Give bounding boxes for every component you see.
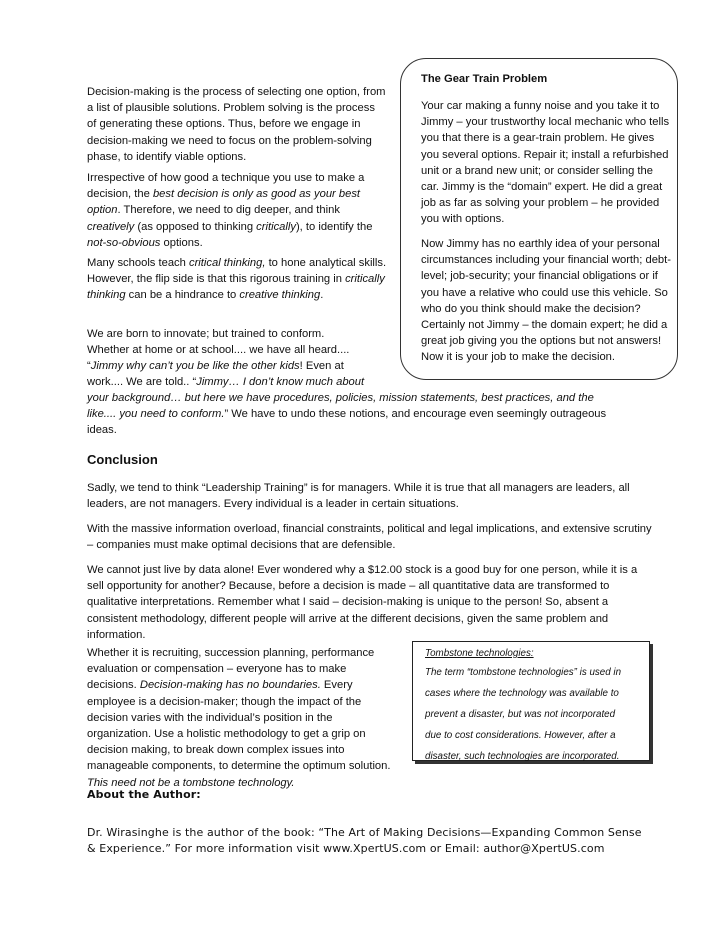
emphasis: creative thinking (239, 289, 321, 302)
text-run: (as opposed to thinking (134, 220, 257, 233)
text-run: Whether it is recruiting, succession planning, performance evaluation or compensation – everyone has to make decisions. (87, 647, 375, 692)
emphasis: This need not be a tombstone technology. (87, 776, 295, 789)
emphasis: critical thinking, (188, 257, 266, 269)
text-run: . Therefore, we need to dig deeper, and think (117, 204, 340, 217)
callout-line: cases where the technology was available to (425, 688, 619, 699)
callout-line: disaster, such technologies are incorporated. (425, 751, 620, 762)
emphasis: Jimmy… I don’t know much about (196, 376, 365, 388)
section-heading: Conclusion (87, 452, 158, 467)
text-run: “ (87, 360, 91, 372)
text-run: ! Even at (299, 360, 344, 372)
conclusion-paragraph-2: With the massive information overload, financial constraints, political and legal implications, and extensive scrutiny – companies must make optimal decisions that are defensible. (87, 523, 652, 552)
emphasis: like.... you need to conform. (87, 408, 225, 420)
conclusion-paragraph-3: We cannot just live by data alone! Ever wondered why a $12.00 stock is a good buy for one person, while it is a sell opportunity for another? Because, before a decision is made – all quantitative data are transformed to qualitative interpretations. Remember what I said – decision-making is unique to the person! So, absent a consistent methodology, different people will arrive at the different decisions, given the same problem and information. (87, 564, 638, 641)
innovate-line-3 (87, 358, 344, 374)
author-line-1: Dr. Wirasinghe is the author of the book: “The Art of Making Decisions—Expanding Common Sense (87, 826, 642, 839)
gear-train-callout (400, 58, 678, 380)
innovate-line-7: ideas. (87, 424, 117, 436)
text-run: to hone analytical skills. However, the flip side is that this rigorous training in (87, 257, 387, 286)
author-heading: About the Author: (87, 788, 201, 801)
innovate-line-5: your background… but here we have procedures, policies, mission statements, best practices, and the (87, 392, 594, 404)
text-run: ), to identify the (295, 220, 373, 233)
text-run: ” We have to undo these notions, and encourage even seemingly outrageous (224, 408, 607, 420)
callout-title: Tombstone technologies: (425, 648, 534, 659)
author-line-2: & Experience.” For more information visit www.XpertUS.com or Email: author@XpertUS.com (87, 842, 605, 855)
emphasis: not-so-obvious (87, 236, 161, 249)
emphasis: Decision-making has no boundaries. (139, 679, 321, 692)
emphasis: creatively (87, 220, 135, 233)
callout-paragraph-2: Now Jimmy has no earthly idea of your personal circumstances including your financial worth; debt-level; job-security; your financial obligations or if you have a relative who could use this vehicle. So who do you think should make the decision? Certainly not Jimmy – the domain expert; he did a great job giving you the options but not answers! Now it is your job to make the decision. (421, 238, 671, 364)
callout-line: due to cost considerations. However, after a (425, 730, 616, 741)
emphasis: critically thinking (87, 273, 385, 302)
innovate-line-1: We are born to innovate; but trained to conform. (87, 328, 325, 340)
intro-paragraph: Decision-making is the process of selecting one option, from a list of plausible solutions. Problem solving is the process of generating these options. Thus, before we engage in decision-making we need to focus on the problem-solving phase, to identify viable options. (87, 86, 386, 163)
callout-paragraph-1: Your car making a funny noise and you take it to Jimmy – your trustworthy local mechanic who tells you that there is a gear-train problem. He gives you several options. Repair it; install a refurbished unit or a brand new unit; or consider selling the car. Jimmy is the “domain” expert. He did a great job as far as solving your problem – he provided you with options. (421, 100, 670, 226)
text-run: options. (160, 236, 203, 249)
schools-paragraph (87, 255, 387, 304)
emphasis: Jimmy why can’t you be like the other kids (90, 360, 300, 372)
technique-paragraph (87, 170, 387, 251)
innovate-line-2: Whether at home or at school.... we have all heard.... (87, 344, 350, 356)
innovate-line-4 (87, 374, 364, 390)
callout-line: prevent a disaster, but was not incorporated (425, 709, 616, 720)
innovate-line-6 (87, 406, 606, 422)
emphasis: critically (256, 220, 296, 233)
text-run: Irrespective of how good a technique you use to make a decision, the (87, 172, 365, 201)
text-run: Many schools teach (87, 257, 189, 269)
callout-title: The Gear Train Problem (421, 73, 548, 85)
emphasis: best decision is only as good as your best option (87, 188, 361, 217)
conclusion-paragraph-1: Sadly, we tend to think “Leadership Training” is for managers. While it is true that all managers are leaders, all leaders, are not managers. Every individual is a leader in certain situations. (87, 482, 630, 511)
text-run: can be a hindrance to (125, 289, 240, 302)
text-run: Every employee is a decision-maker; though the impact of the decision varies with the individual’s position in the organization. Use a holistic methodology to get a grip on decision making, to break down complex issues into manageable components, to determine the optimum solution. (87, 679, 391, 773)
conclusion-paragraph-4 (87, 645, 392, 791)
text-run: . (320, 289, 324, 302)
text-run: work.... We are told.. “ (87, 376, 197, 388)
tombstone-callout (412, 641, 650, 761)
callout-line: The term “tombstone technologies” is used in (425, 667, 622, 678)
